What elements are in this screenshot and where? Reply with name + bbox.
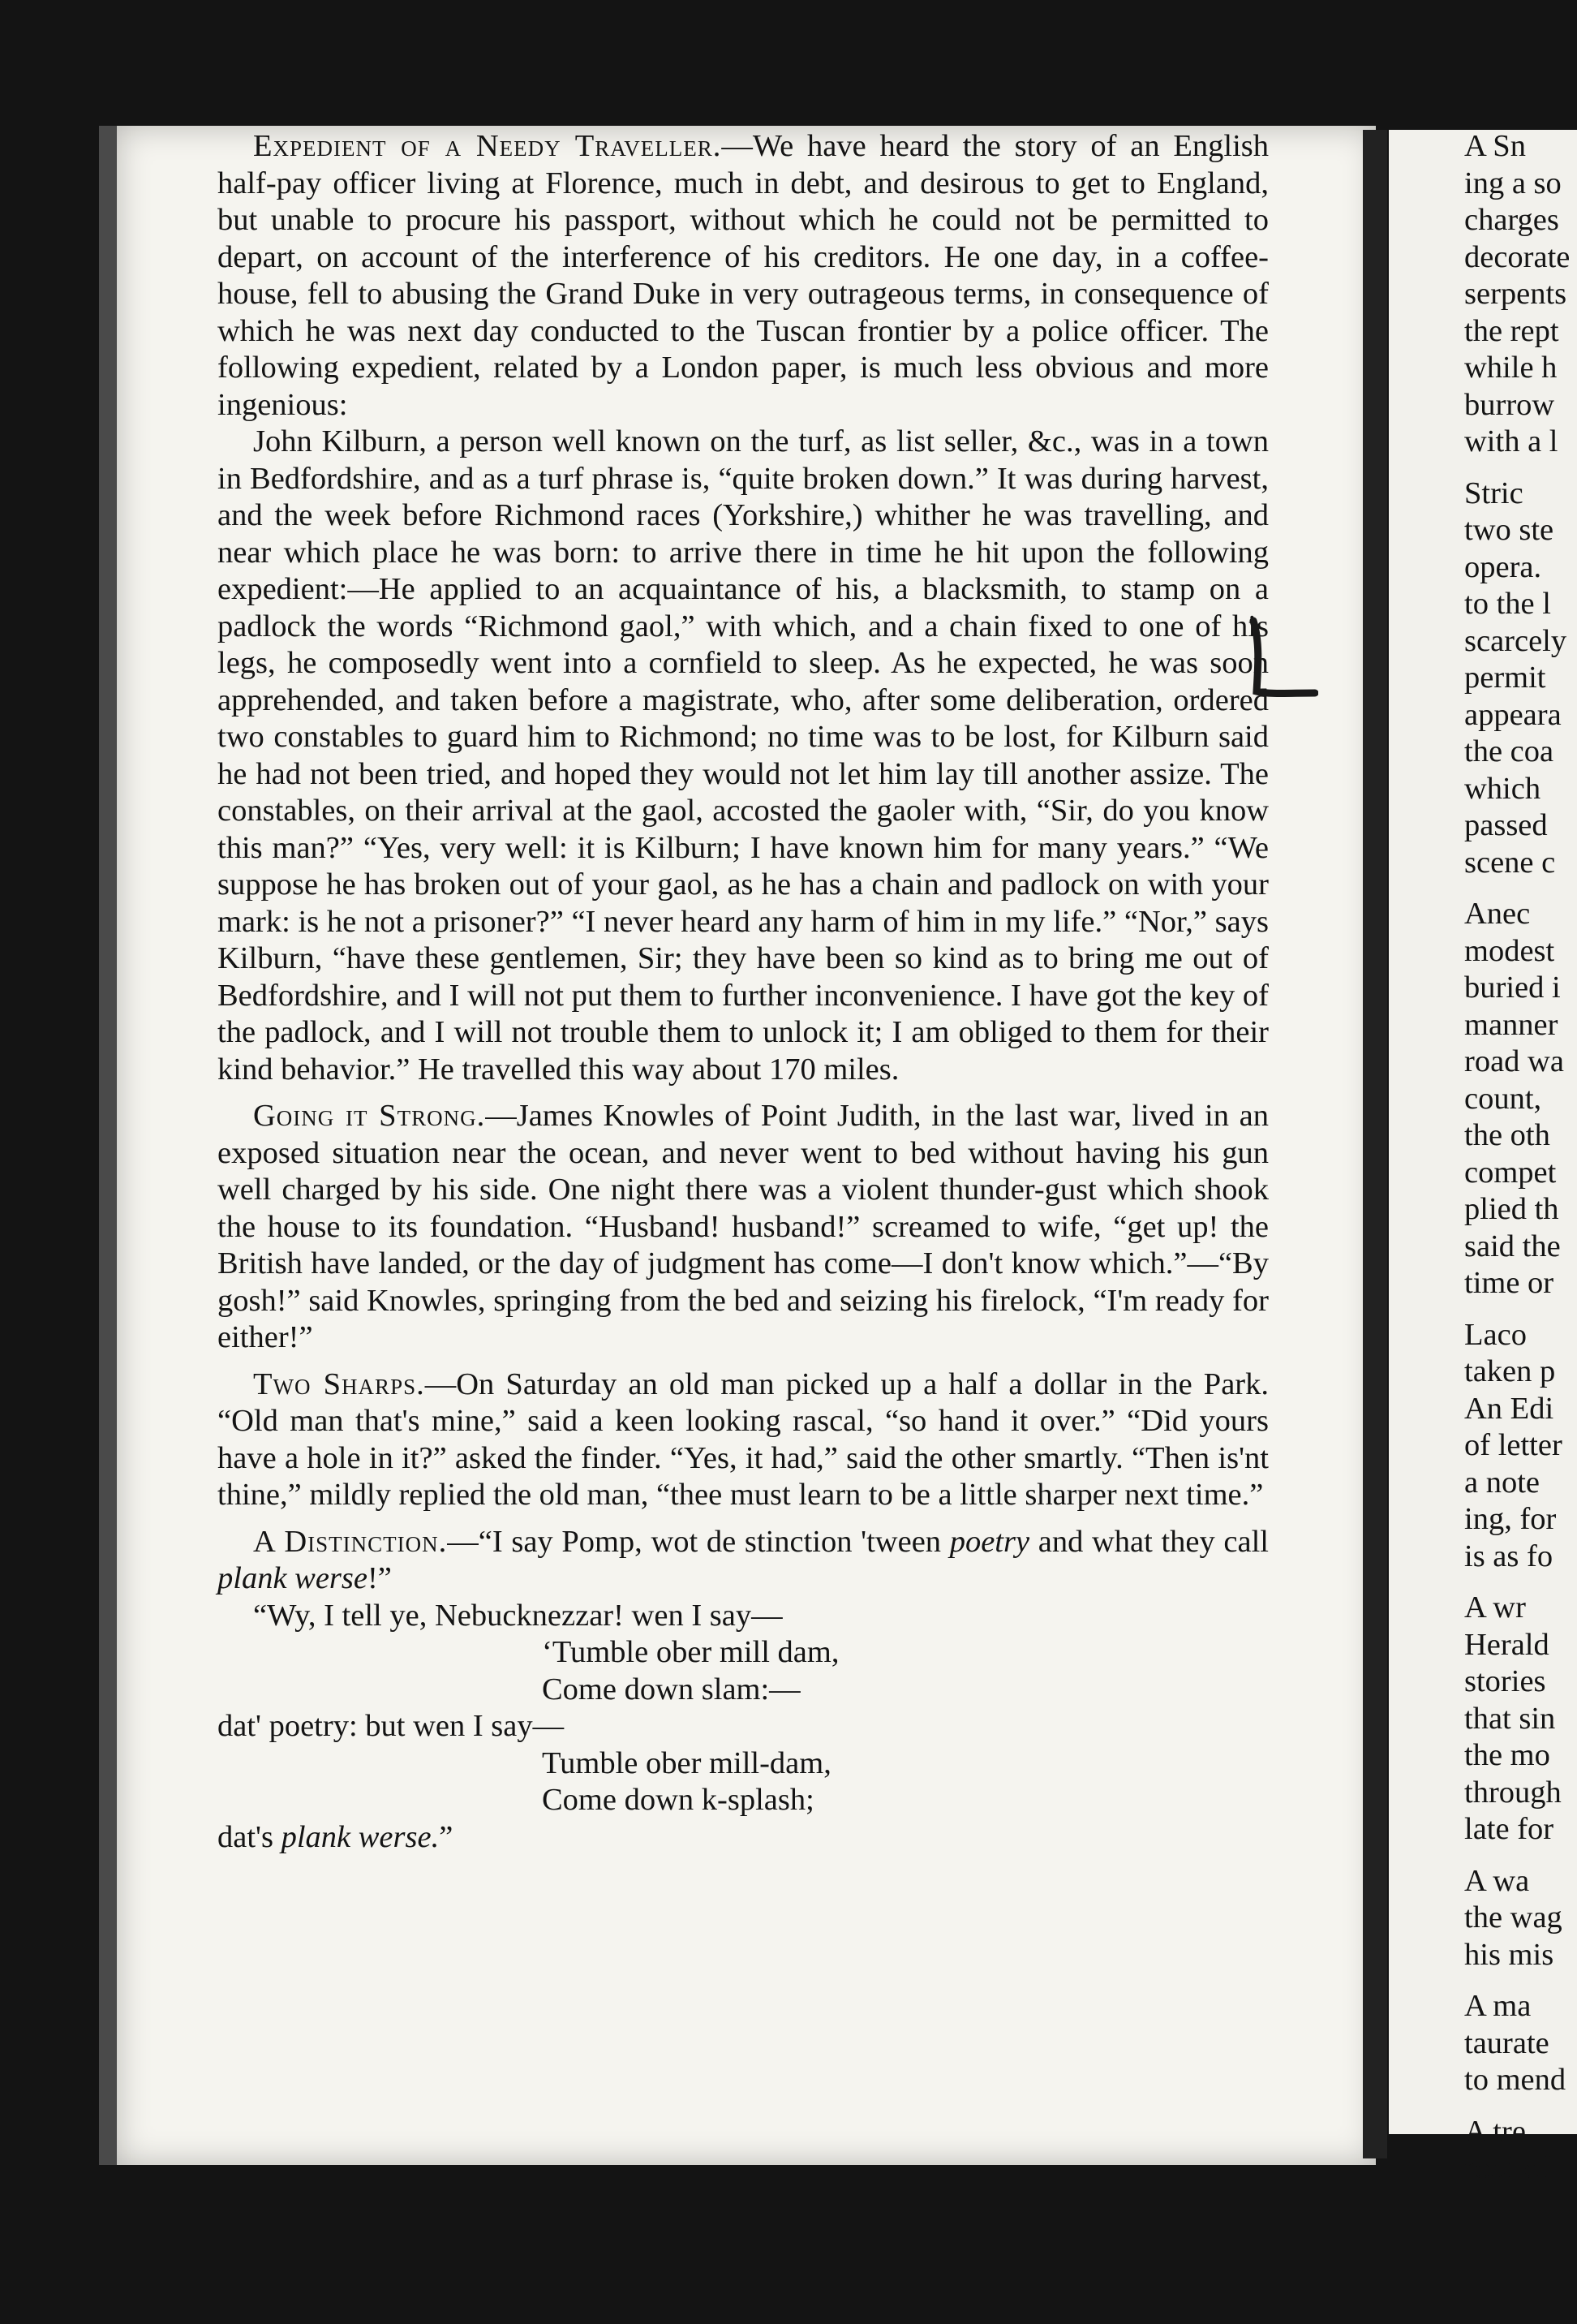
fragment-line: buried i	[1464, 970, 1561, 1005]
fragment-line: decorate	[1464, 239, 1571, 274]
fragment-line: modest	[1464, 933, 1555, 968]
article-body: —We have heard the story of an English half-pay officer living at Florence, much in debt, and desirous to get to England, but unable to procure his passport, without which he could not be permitted to depart, on account of the interference of his creditors. He one day, in a coffee-house, fell to abusing the Grand Duke in very outrageous terms, in consequence of which he was next day conducted to the Tuscan frontier by a police officer. The following expedient, related by a London paper, is much less obvious and more ingenious:	[217, 129, 1270, 422]
fragment-line: A ma	[1464, 1989, 1532, 2023]
fragment-line: taken p	[1464, 1354, 1556, 1388]
fragment-line: roof of	[1464, 2151, 1550, 2185]
fragment-line: the wag	[1464, 1900, 1562, 1935]
fragment-line: manner	[1464, 1007, 1558, 1042]
right-page-fragments	[1464, 128, 1577, 2188]
verse-line: “Wy, I tell ye, Nebucknezzar! wen I say—	[253, 1598, 783, 1633]
fragment-line: A wa	[1464, 1863, 1530, 1898]
ink-bracket-mark	[1245, 617, 1318, 706]
fragment-line: a note	[1464, 1465, 1540, 1500]
fragment-line: ing, for	[1464, 1502, 1557, 1536]
fragment-line: compet	[1464, 1155, 1557, 1190]
article-body: —On Saturday an old man picked up a half a dollar in the Park. “Old man that's mine,” said a keen looking rascal, “so hand it over.” “Did yours have a hole in it?” asked the finder. “Yes, it had,” said the other smartly. “Then is'nt thine,” mildly replied the old man, “thee must learn to be a little sharper next time.”	[217, 1366, 1269, 1512]
article-heading: A Distinction.	[253, 1524, 448, 1559]
article-body: and what they call	[1029, 1524, 1270, 1559]
article-heading: Expedient of a Needy Traveller.	[253, 129, 722, 163]
fragment-line: Herald	[1464, 1627, 1549, 1662]
article-paragraph	[217, 1098, 1269, 1357]
fragment-line: charges	[1464, 203, 1559, 237]
fragment-line: is as fo	[1464, 1539, 1553, 1573]
fragment-line: said the	[1464, 1229, 1561, 1263]
fragment-line: permit	[1464, 661, 1546, 695]
article-heading: Two Sharps.	[253, 1366, 425, 1401]
verse-line: dat's plank werse.”	[217, 1819, 453, 1854]
left-page-text	[217, 128, 1269, 1856]
fragment-line: time or	[1464, 1266, 1554, 1300]
article-body: !”	[367, 1561, 392, 1595]
fragment-line: plied th	[1464, 1192, 1559, 1226]
fragment-line: Laco	[1464, 1317, 1527, 1352]
fragment-line: to the l	[1464, 587, 1551, 621]
fragment-line: A Sn	[1464, 129, 1526, 163]
fragment-line: his mis	[1464, 1937, 1554, 1972]
fragment-line: road wa	[1464, 1044, 1564, 1078]
fragment-line: count,	[1464, 1081, 1542, 1116]
article-body: —James Knowles of Point Judith, in the last war, lived in an exposed situation near the ocean, and never went to bed without having his gun well charged by his side. One night there was a violent thunder-gust which shook the house to its foundation. “Husband! husband!” screamed to wife, “get up! the British have landed, or the day of judgment has come—I don't know which.”—“By gosh!” said Knowles, springing from the bed and seizing his firelock, “I'm ready for either!”	[217, 1099, 1269, 1354]
fragment-line: An Edi	[1464, 1391, 1554, 1426]
fragment-line: passed	[1464, 808, 1548, 842]
fragment-line: the mo	[1464, 1738, 1550, 1772]
italic-word: plank werse.	[281, 1819, 440, 1854]
fragment-line: two ste	[1464, 513, 1554, 547]
article-paragraph	[217, 128, 1269, 424]
fragment-line: opera.	[1464, 549, 1542, 584]
fragment-line: stories	[1464, 1664, 1546, 1698]
verse-line: Tumble ober mill-dam,	[542, 1745, 831, 1780]
verse-line: dat' poetry: but wen I say—	[217, 1709, 565, 1743]
fragment-line: A tre	[1464, 2114, 1526, 2149]
fragment-line: taurate	[1464, 2025, 1549, 2060]
fragment-line: of letter	[1464, 1428, 1562, 1462]
fragment-line: Anec	[1464, 897, 1531, 931]
verse-line: Come down k-splash;	[542, 1783, 814, 1817]
page-gutter	[1363, 130, 1387, 2158]
fragment-line: burrow	[1464, 387, 1555, 422]
fragment-line: scarcely	[1464, 623, 1567, 658]
fragment-line: scene c	[1464, 845, 1556, 880]
fragment-line: through	[1464, 1775, 1562, 1810]
fragment-line: A wr	[1464, 1590, 1526, 1625]
fragment-line: the oth	[1464, 1118, 1550, 1152]
fragment-line: serpents	[1464, 277, 1567, 311]
fragment-line: appeara	[1464, 697, 1562, 732]
fragment-line: the coa	[1464, 734, 1554, 768]
fragment-line: Stric	[1464, 476, 1523, 510]
article-paragraph: John Kilburn, a person well known on the turf, as list seller, &c., was in a town in Bedfordshire, and as a turf phrase is, “quite broken down.” It was during harvest, and the week before Richmond races (Yorkshire,) whither he was travelling, and near which place he was born: to arrive there in time he hit upon the following expedient:—He applied to an acquaintance of his, a blacksmith, to stamp on a padlock the words “Richmond gaol,” with which, and a chain fixed to one of his legs, he composedly went into a cornfield to sleep. As he expected, he was soon apprehended, and taken before a magistrate, who, after some deliberation, ordered two constables to guard him to Richmond; no time was to be lost, for Kilburn said he had not been tried, and hoped they would not let him lay till another assize. The constables, on their arrival at the gaol, accosted the gaoler with, “Sir, do you know this man?” “Yes, very well: it is Kilburn; I have known him for many years.” “We suppose he has broken out of your gaol, as he has a chain and padlock on with your mark: is he not a prisoner?” “I never heard any harm of him in my life.” “Nor,” says Kilburn, “have these gentlemen, Sir; they have been so kind as to bring me out of Bedfordshire, and I will not put them to further inconvenience. I have got the key of the padlock, and I will not trouble them to unlock it; I am obliged to them for their kind behavior.” He travelled this way about 170 miles.	[217, 424, 1269, 1087]
fragment-line: while h	[1464, 351, 1558, 385]
italic-word: plank werse	[217, 1561, 367, 1595]
verse-line: ‘Tumble ober mill dam,	[542, 1635, 840, 1669]
fragment-line: which	[1464, 771, 1541, 806]
article-paragraph	[217, 1524, 1269, 1598]
fragment-line: ing a so	[1464, 166, 1562, 200]
article-heading: Going it Strong.	[253, 1099, 486, 1133]
fragment-line: to mend	[1464, 2063, 1566, 2097]
fragment-line: late for	[1464, 1812, 1554, 1846]
fragment-line: that sin	[1464, 1701, 1556, 1736]
article-paragraph	[217, 1366, 1269, 1514]
fragment-line: with a l	[1464, 424, 1558, 458]
article-body: —“I say Pomp, wot de stinction 'tween	[447, 1524, 950, 1559]
fragment-line: the rept	[1464, 313, 1559, 348]
verse-line: Come down slam:—	[542, 1672, 801, 1706]
italic-word: poetry	[949, 1524, 1030, 1559]
